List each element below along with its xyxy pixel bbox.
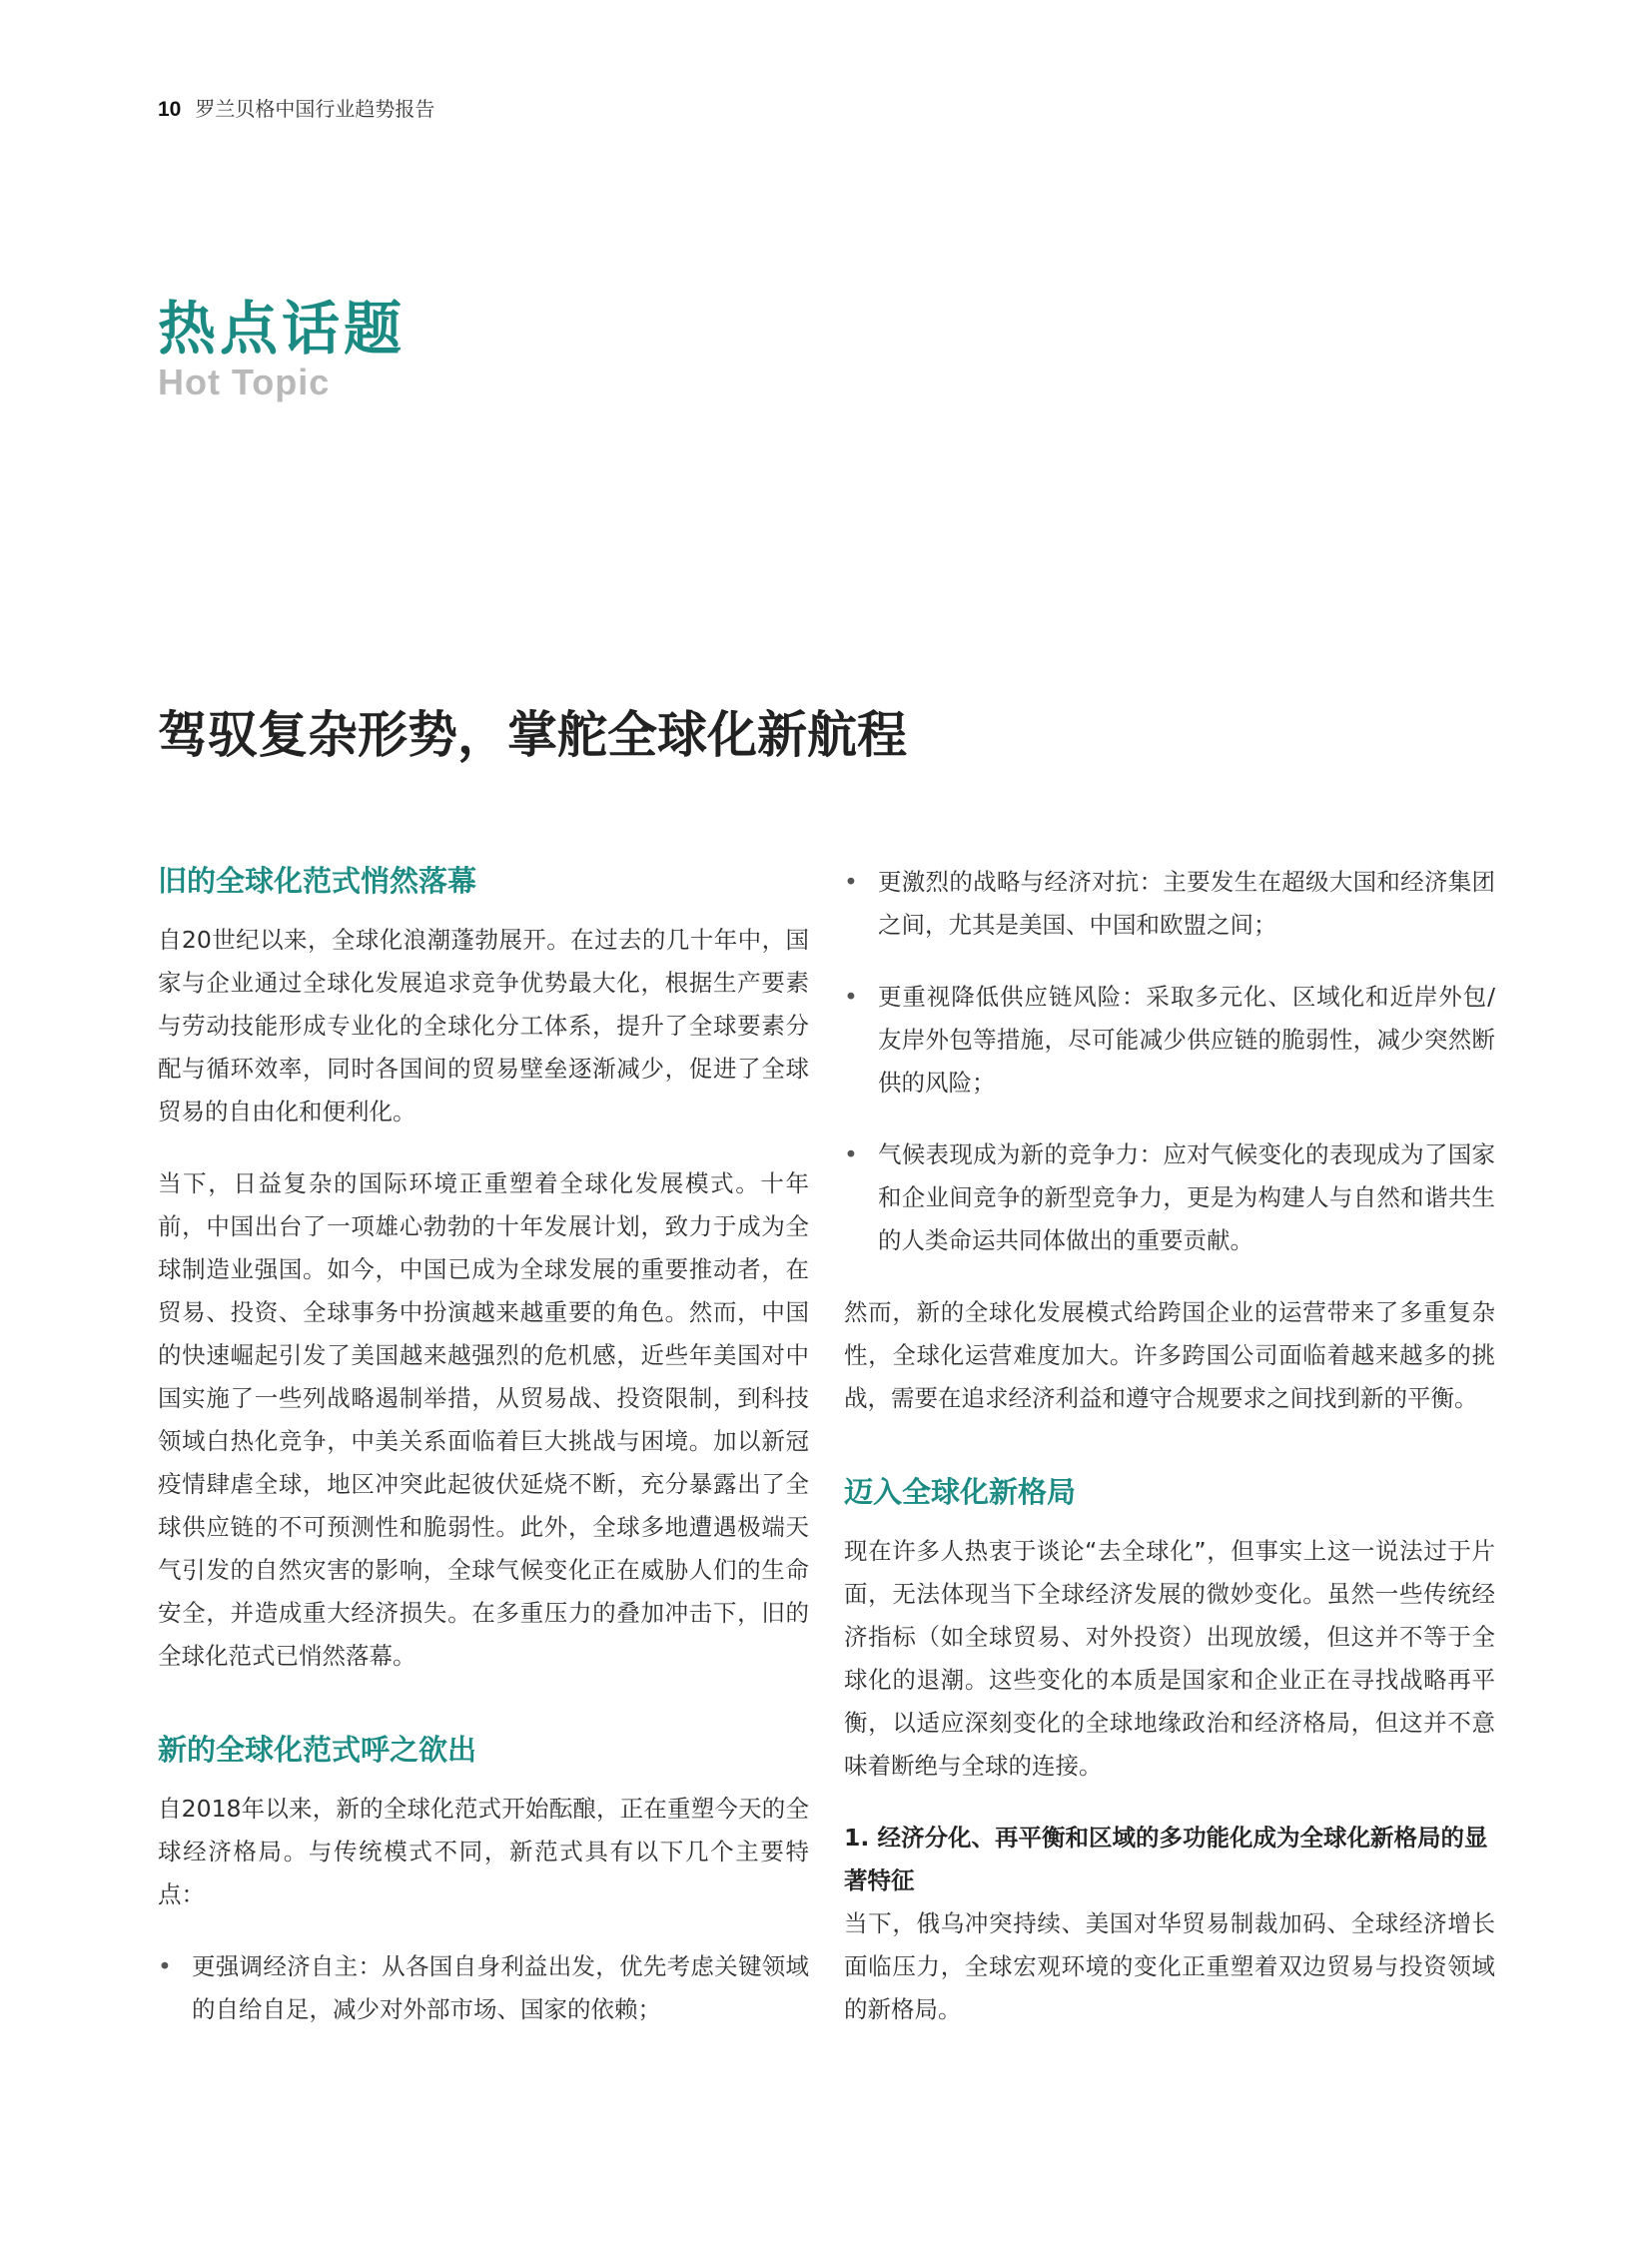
report-title: 罗兰贝格中国行业趋势报告 bbox=[195, 97, 435, 121]
subheading-old-paradigm: 旧的全球化范式悄然落幕 bbox=[158, 864, 477, 898]
bullet-text: 更激烈的战略与经济对抗：主要发生在超级大国和经济集团之间，尤其是美国、中国和欧盟之间； bbox=[878, 868, 1495, 939]
bullet-item bbox=[844, 1133, 1495, 1262]
page-header bbox=[158, 93, 434, 122]
subheading-new-landscape: 迈入全球化新格局 bbox=[844, 1475, 1077, 1509]
paragraph: 当下，俄乌冲突持续、美国对华贸易制裁加码、全球经济增长面临压力，全球宏观环境的变化正重塑着双边贸易与投资领域的新格局。 bbox=[844, 1909, 1495, 2023]
paragraph: 自2018年以来，新的全球化范式开始酝酿，正在重塑今天的全球经济格局。与传统模式不同，新范式具有以下几个主要特点： bbox=[158, 1795, 809, 1908]
section-title-en: Hot Topic bbox=[158, 362, 331, 402]
bullet-list bbox=[158, 1945, 809, 2031]
bullet-item bbox=[844, 861, 1495, 947]
bullet-list bbox=[844, 861, 1495, 1262]
subheading-new-paradigm: 新的全球化范式呼之欲出 bbox=[158, 1733, 477, 1767]
numbered-heading: 1. 经济分化、再平衡和区域的多功能化成为全球化新格局的显著特征 bbox=[844, 1824, 1488, 1894]
bullet-dot: • bbox=[844, 1140, 858, 1168]
page-number: 10 bbox=[158, 98, 182, 121]
section-title-cn: 热点话题 bbox=[158, 295, 407, 363]
article-title: 驾驭复杂形势，掌舵全球化新航程 bbox=[158, 706, 907, 764]
bullet-dot: • bbox=[158, 1952, 172, 1980]
bullet-item bbox=[844, 976, 1495, 1105]
paragraph: 现在许多人热衷于谈论“去全球化”，但事实上这一说法过于片面，无法体现当下全球经济发展的微妙变化。虽然一些传统经济指标（如全球贸易、对外投资）出现放缓，但这并不等于全球化的退潮。这些变化的本质是国家和企业正在寻找战略再平衡，以适应深刻变化的全球地缘政治和经济格局，但这并不意味着断绝与全球的连接。 bbox=[844, 1537, 1495, 1780]
left-column bbox=[158, 861, 809, 2060]
paragraph: 当下，日益复杂的国际环境正重塑着全球化发展模式。十年前，中国出台了一项雄心勃勃的十年发展计划，致力于成为全球制造业强国。如今，中国已成为全球发展的重要推动者，在贸易、投资、全球事务中扮演越来越重要的角色。然而，中国的快速崛起引发了美国越来越强烈的危机感，近些年美国对中国实施了一些列战略遏制举措，从贸易战、投资限制，到科技领域白热化竞争，中美关系面临着巨大挑战与困境。加以新冠疫情肆虐全球，地区冲突此起彼伏延烧不断，充分暴露出了全球供应链的不可预测性和脆弱性。此外，全球多地遭遇极端天气引发的自然灾害的影响，全球气候变化正在威胁人们的生命安全，并造成重大经济损失。在多重压力的叠加冲击下，旧的全球化范式已悄然落幕。 bbox=[158, 1169, 809, 1670]
paragraph: 自20世纪以来，全球化浪潮蓬勃展开。在过去的几十年中，国家与企业通过全球化发展追求竞争优势最大化，根据生产要素与劳动技能形成专业化的全球化分工体系，提升了全球要素分配与循环效率，同时各国间的贸易壁垒逐渐减少，促进了全球贸易的自由化和便利化。 bbox=[158, 926, 809, 1125]
bullet-text: 更重视降低供应链风险：采取多元化、区域化和近岸外包/友岸外包等措施，尽可能减少供应链的脆弱性，减少突然断供的风险； bbox=[878, 983, 1495, 1097]
bullet-text: 气候表现成为新的竞争力：应对气候变化的表现成为了国家和企业间竞争的新型竞争力，更是为构建人与自然和谐共生的人类命运共同体做出的重要贡献。 bbox=[878, 1140, 1495, 1254]
bullet-text: 更强调经济自主：从各国自身利益出发，优先考虑关键领域的自给自足，减少对外部市场、国家的依赖； bbox=[192, 1952, 809, 2023]
bullet-dot: • bbox=[844, 983, 858, 1011]
bullet-dot: • bbox=[844, 868, 858, 896]
right-column bbox=[844, 861, 1495, 2060]
paragraph: 然而，新的全球化发展模式给跨国企业的运营带来了多重复杂性，全球化运营难度加大。许多跨国公司面临着越来越多的挑战，需要在追求经济利益和遵守合规要求之间找到新的平衡。 bbox=[844, 1298, 1495, 1412]
bullet-item bbox=[158, 1945, 809, 2031]
